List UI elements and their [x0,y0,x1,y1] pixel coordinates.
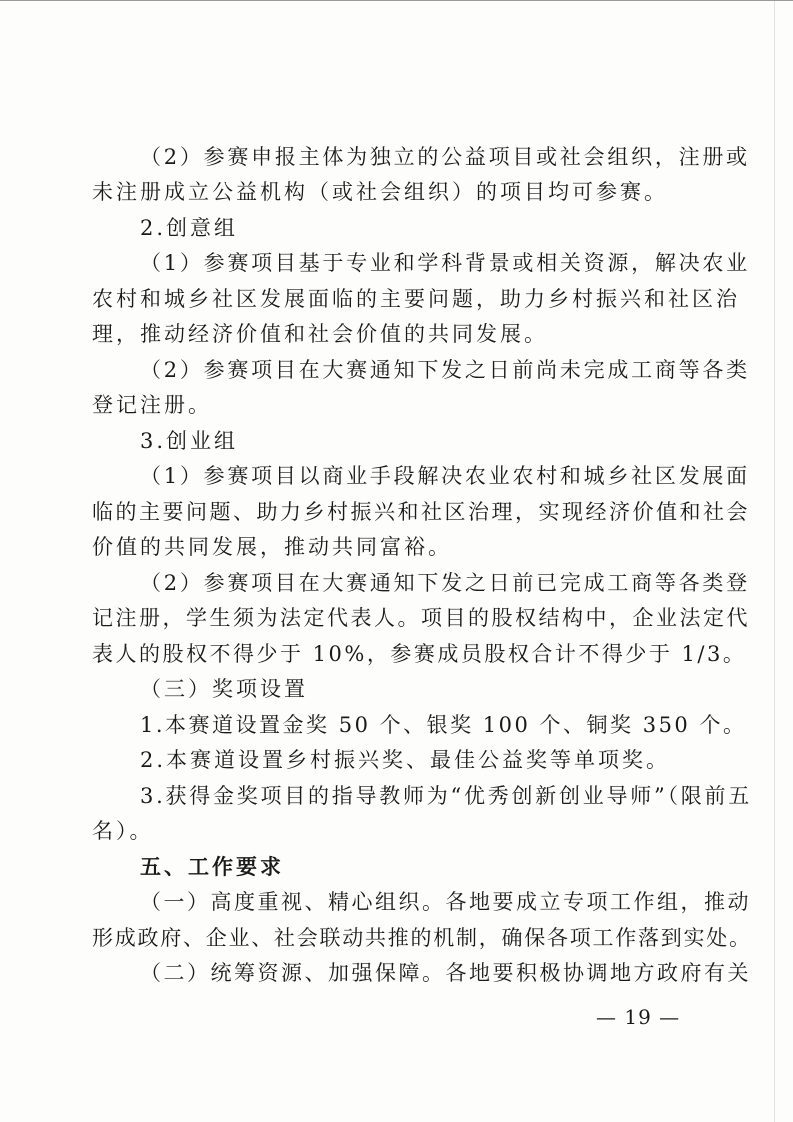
text-line-22: （一）高度重视、精心组织。各地要成立专项工作组，推动 [140,890,751,914]
text-line-24: （二）统筹资源、加强保障。各地要积极协调地方政府有关 [140,961,751,985]
text-line-2: 未注册成立公益机构（或社会组织）的项目均可参赛。 [92,180,668,204]
text-line-12: 价值的共同发展，推动共同富裕。 [92,535,452,559]
text-line-3: 2.创意组 [140,216,239,240]
page-number: — 19 — [596,1005,681,1029]
text-line-1: （2）参赛申报主体为独立的公益项目或社会组织，注册或 [140,145,750,169]
text-line-10: （1）参赛项目以商业手段解决农业农村和城乡社区发展面 [140,464,750,488]
text-line-9: 3.创业组 [140,429,239,453]
text-line-8: 登记注册。 [92,393,212,417]
text-line-18: 2.本赛道设置乡村振兴奖、最佳公益奖等单项奖。 [140,748,671,772]
text-line-11: 临的主要问题、助力乡村振兴和社区治理，实现经济价值和社会 [92,500,750,524]
text-line-19: 3.获得金奖项目的指导教师为“优秀创新创业导师”（限前五 [140,784,753,808]
text-line-14: 记注册，学生须为法定代表人。项目的股权结构中，企业法定代 [92,606,750,630]
text-line-17: 1.本赛道设置金奖 50 个、银奖 100 个、铜奖 350 个。 [140,713,747,737]
text-line-5: 农村和城乡社区发展面临的主要问题，助力乡村振兴和社区治 [92,287,740,311]
section-heading-awards: （三）奖项设置 [140,677,308,701]
text-line-15: 表人的股权不得少于 10%，参赛成员股权合计不得少于 1/3。 [92,642,747,666]
text-line-13: （2）参赛项目在大赛通知下发之日前已完成工商等各类登 [140,571,750,595]
section-heading-work-requirements: 五、工作要求 [140,854,284,879]
scan-edge-line [774,1,775,1122]
text-line-23: 形成政府、企业、社会联动共推的机制，确保各项工作落到实处。 [92,926,752,950]
text-line-6: 理，推动经济价值和社会价值的共同发展。 [92,322,548,346]
text-line-4: （1）参赛项目基于专业和学科背景或相关资源，解决农业 [140,251,750,275]
text-line-20: 名）。 [92,819,154,843]
text-line-7: （2）参赛项目在大赛通知下发之日前尚未完成工商等各类 [140,358,750,382]
